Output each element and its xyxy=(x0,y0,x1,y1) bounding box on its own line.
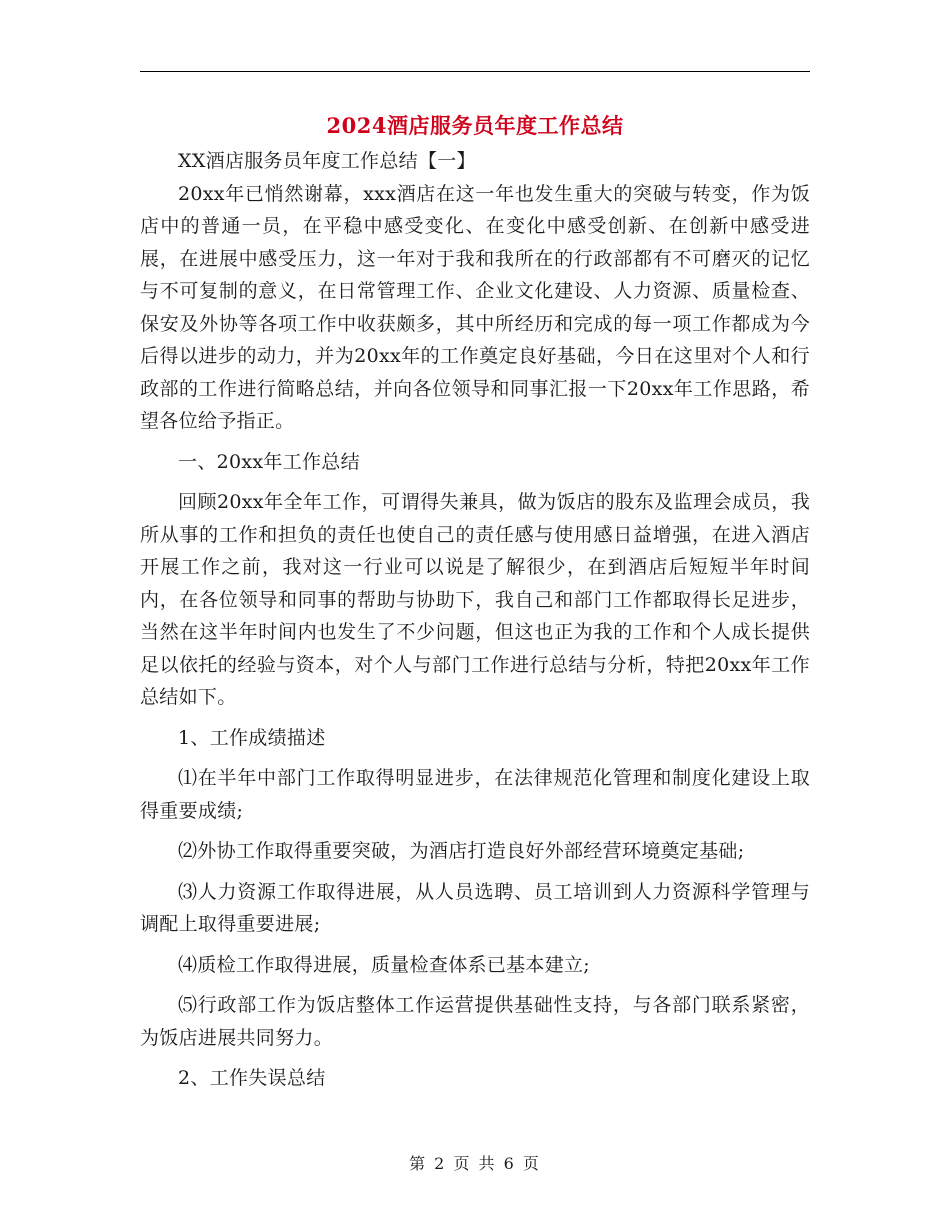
paragraph-section-heading: XX酒店服务员年度工作总结【一】 xyxy=(178,150,476,172)
document-body xyxy=(140,145,810,1095)
paragraph-heading-summary: 一、20xx年工作总结 xyxy=(178,450,360,473)
paragraph-heading-achievements: 1、工作成绩描述 xyxy=(178,726,326,749)
paragraph-review: 回顾20xx年全年工作，可谓得失兼具，做为饭店的股东及监理会成员，我所从事的工作和担负的责任也使自己的责任感与使用感日益增强，在进入酒店开展工作之前，我对这一行业可以说是了解很少，在到酒店后短短半年时间内，在各位领导和同事的帮助与协助下，我自己和部门工作都取得长足进步，当然在这半年时间内也发生了不少问题，但这也正为我的工作和个人成长提供足以依托的经验与资本，对个人与部门工作进行总结与分析，特把20xx年工作总结如下。 xyxy=(140,491,810,708)
page-number: 第 2 页 共 6 页 xyxy=(409,1154,541,1173)
header-rule xyxy=(140,71,810,72)
paragraph-item-4: ⑷质检工作取得进展，质量检查体系已基本建立; xyxy=(178,953,591,976)
paragraph-item-3: ⑶人力资源工作取得进展，从人员选聘、员工培训到人力资源科学管理与调配上取得重要进展; xyxy=(140,880,810,935)
paragraph-intro: 20xx年已悄然谢幕，xxx酒店在这一年也发生重大的突破与转变，作为饭店中的普通一员，在平稳中感受变化、在变化中感受创新、在创新中感受进展，在进展中感受压力，这一年对于我和我所在的行政部都有不可磨灭的记忆与不可复制的意义，在日常管理工作、企业文化建设、人力资源、质量检查、保安及外协等各项工作中收获颇多，其中所经历和完成的每一项工作都成为今后得以进步的动力，并为20xx年的工作奠定良好基础，今日在这里对个人和行政部的工作进行简略总结，并向各位领导和同事汇报一下20xx年工作思路，希望各位给予指正。 xyxy=(140,182,810,432)
document-title: 2024酒店服务员年度工作总结 xyxy=(326,113,624,138)
paragraph-heading-mistakes: 2、工作失误总结 xyxy=(178,1067,326,1089)
paragraph-item-5: ⑸行政部工作为饭店整体工作运营提供基础性支持，与各部门联系紧密，为饭店进展共同努力。 xyxy=(140,994,810,1049)
paragraph-item-1: ⑴在半年中部门工作取得明显进步，在法律规范化管理和制度化建设上取得重要成绩; xyxy=(140,767,810,822)
paragraph-item-2: ⑵外协工作取得重要突破，为酒店打造良好外部经营环境奠定基础; xyxy=(178,840,745,862)
